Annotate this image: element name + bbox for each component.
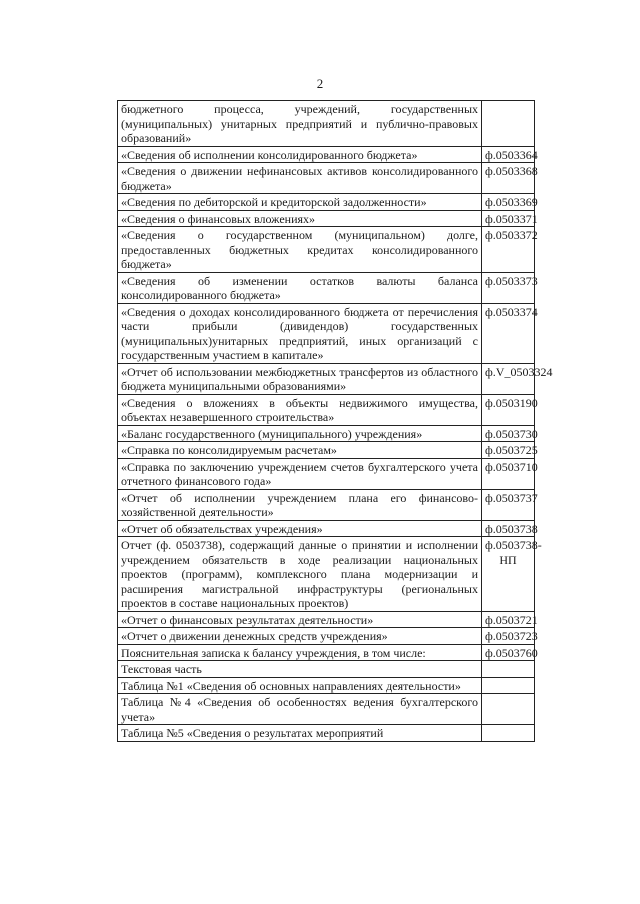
form-code-cell: ф.0503738-НП [482,537,535,612]
form-name-cell: «Справка по консолидируемым расчетам» [118,442,482,459]
table-row [118,628,535,645]
table-row [118,537,535,612]
form-name-cell: Таблица №1 «Сведения об основных направлениях деятельности» [118,677,482,694]
form-name-cell: Пояснительная записка к балансу учреждения, в том числе: [118,644,482,661]
form-name-cell: «Отчет о движении денежных средств учреждения» [118,628,482,645]
reporting-forms-table [117,100,553,742]
form-code-cell: ф.0503738 [482,520,535,537]
form-name-cell: «Сведения о доходах консолидированного бюджета от перечисления части прибыли (дивидендов) государственных (муниципальных)унитарных предприятий, иных организаций с государственным участием в капитале» [118,303,482,363]
table-row [118,303,535,363]
table-row [118,210,535,227]
form-code-cell [482,101,535,147]
form-code-cell: ф.0503721 [482,611,535,628]
form-name-cell: «Сведения по дебиторской и кредиторской задолженности» [118,194,482,211]
form-code-cell [482,694,535,725]
form-code-cell: ф.0503710 [482,458,535,489]
form-code-cell: ф.0503725 [482,442,535,459]
form-name-cell: Таблица №5 «Сведения о результатах мероприятий [118,725,482,742]
form-code-cell: ф.0503373 [482,272,535,303]
table-row [118,227,535,273]
form-name-cell: «Отчет об исполнении учреждением плана его финансово-хозяйственной деятельности» [118,489,482,520]
form-name-cell: Текстовая часть [118,661,482,678]
table-row [118,458,535,489]
table-row [118,363,535,394]
table-row [118,425,535,442]
form-code-cell: ф.V_0503324 [482,363,535,394]
form-name-cell: «Сведения о государственном (муниципальном) долге, предоставленных бюджетных кредитах консолидированного бюджета» [118,227,482,273]
form-name-cell: бюджетного процесса, учреждений, государственных (муниципальных) унитарных предприятий и публично-правовых образований» [118,101,482,147]
form-name-cell: «Сведения об изменении остатков валюты баланса консолидированного бюджета» [118,272,482,303]
table-row [118,394,535,425]
table-row [118,146,535,163]
table-row [118,611,535,628]
form-code-cell [482,677,535,694]
table-row [118,163,535,194]
form-name-cell: Отчет (ф. 0503738), содержащий данные о принятии и исполнении учреждением обязательств в ходе реализации национальных проектов (программ), комплексного плана модернизации и расширения магистральной инфраструктуры (региональных проектов в составе национальных проектов) [118,537,482,612]
table-row [118,725,535,742]
form-name-cell: «Сведения о финансовых вложениях» [118,210,482,227]
form-code-cell: ф.0503371 [482,210,535,227]
form-code-cell: ф.0503737 [482,489,535,520]
table-row [118,442,535,459]
form-name-cell: «Сведения об исполнении консолидированного бюджета» [118,146,482,163]
form-code-cell: ф.0503369 [482,194,535,211]
form-name-cell: «Отчет об обязательствах учреждения» [118,520,482,537]
table-row [118,489,535,520]
table-row [118,694,535,725]
page-number: 2 [316,76,324,91]
form-code-cell: ф.0503374 [482,303,535,363]
table-row [118,272,535,303]
form-code-cell: ф.0503372 [482,227,535,273]
form-code-cell [482,725,535,742]
form-name-cell: «Отчет об использовании межбюджетных трансфертов из областного бюджета муниципальными образованиями» [118,363,482,394]
form-name-cell: «Сведения о движении нефинансовых активов консолидированного бюджета» [118,163,482,194]
form-code-cell: ф.0503730 [482,425,535,442]
table-row [118,661,535,678]
table-row [118,520,535,537]
form-name-cell: «Отчет о финансовых результатах деятельности» [118,611,482,628]
table-row [118,677,535,694]
form-code-cell: ф.0503190 [482,394,535,425]
form-code-cell: ф.0503368 [482,163,535,194]
table-row [118,101,535,147]
table-row [118,644,535,661]
form-name-cell: «Сведения о вложениях в объекты недвижимого имущества, объектах незавершенного строительства» [118,394,482,425]
form-code-cell: ф.0503723 [482,628,535,645]
form-name-cell: «Баланс государственного (муниципального) учреждения» [118,425,482,442]
form-code-cell: ф.0503364 [482,146,535,163]
form-name-cell: Таблица №4 «Сведения об особенностях ведения бухгалтерского учета» [118,694,482,725]
form-code-cell [482,661,535,678]
form-code-cell: ф.0503760 [482,644,535,661]
form-name-cell: «Справка по заключению учреждением счетов бухгалтерского учета отчетного финансового года» [118,458,482,489]
table-row [118,194,535,211]
